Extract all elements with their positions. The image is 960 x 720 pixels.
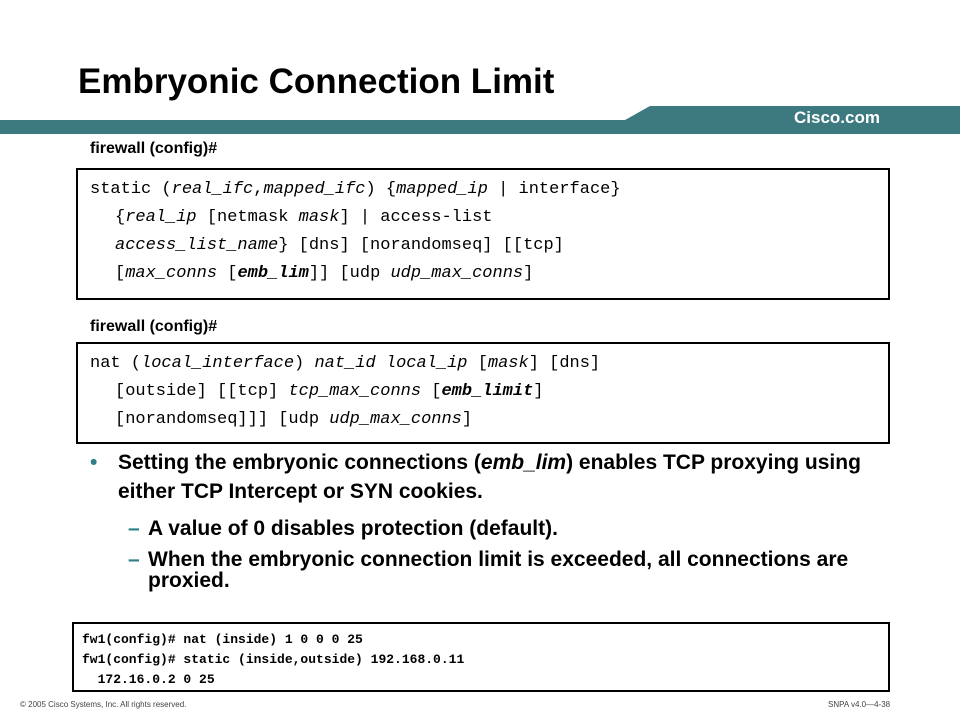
cisco-com-logo: Cisco.com (794, 108, 880, 127)
dash-icon: – (128, 548, 140, 571)
sub-bullet-1: – A value of 0 disables protection (default). (128, 517, 558, 540)
static-syntax-line: {real_ip [netmask mask] | access-list (115, 208, 493, 227)
bullet-list (90, 448, 890, 591)
config-prompt-1: firewall (config)# (90, 140, 218, 157)
slide-title: Embryonic Connection Limit (78, 62, 555, 101)
example-line: fw1(config)# static (inside,outside) 192.168.0.11 (82, 652, 465, 667)
sub-bullet-2: – When the embryonic connection limit is exceeded, all connections are proxied. (128, 548, 849, 592)
dash-icon: – (128, 517, 140, 540)
emb-lim-term: emb_lim (480, 451, 567, 474)
nat-syntax-line: [norandomseq]]] [udp udp_max_conns] (115, 410, 473, 429)
example-config-box (72, 622, 890, 692)
static-command-syntax (76, 168, 890, 300)
example-line: 172.16.0.2 0 25 (82, 672, 215, 687)
nat-syntax-line: nat (local_interface) nat_id local_ip [mask] [dns] (90, 354, 601, 373)
course-footer: SNPA v4.0—4-38 (828, 700, 891, 709)
bullet-main: • Setting the embryonic connections (emb_lim) enables TCP proxying using either TCP Intercept or SYN cookies. (90, 448, 890, 506)
nat-syntax-line: [outside] [[tcp] tcp_max_conns [emb_limit] (115, 382, 544, 401)
config-prompt-2: firewall (config)# (90, 318, 218, 335)
example-line: fw1(config)# nat (inside) 1 0 0 0 25 (82, 632, 363, 647)
nat-command-syntax (76, 342, 890, 444)
static-syntax-line: static (real_ifc,mapped_ifc) {mapped_ip | interface} (90, 180, 621, 199)
static-syntax-line: access_list_name} [dns] [norandomseq] [[tcp] (115, 236, 564, 255)
copyright-footer: © 2005 Cisco Systems, Inc. All rights reserved. (20, 700, 187, 709)
static-syntax-line: [max_conns [emb_lim]] [udp udp_max_conns] (115, 264, 534, 283)
bullet-dot-icon: • (90, 451, 98, 474)
